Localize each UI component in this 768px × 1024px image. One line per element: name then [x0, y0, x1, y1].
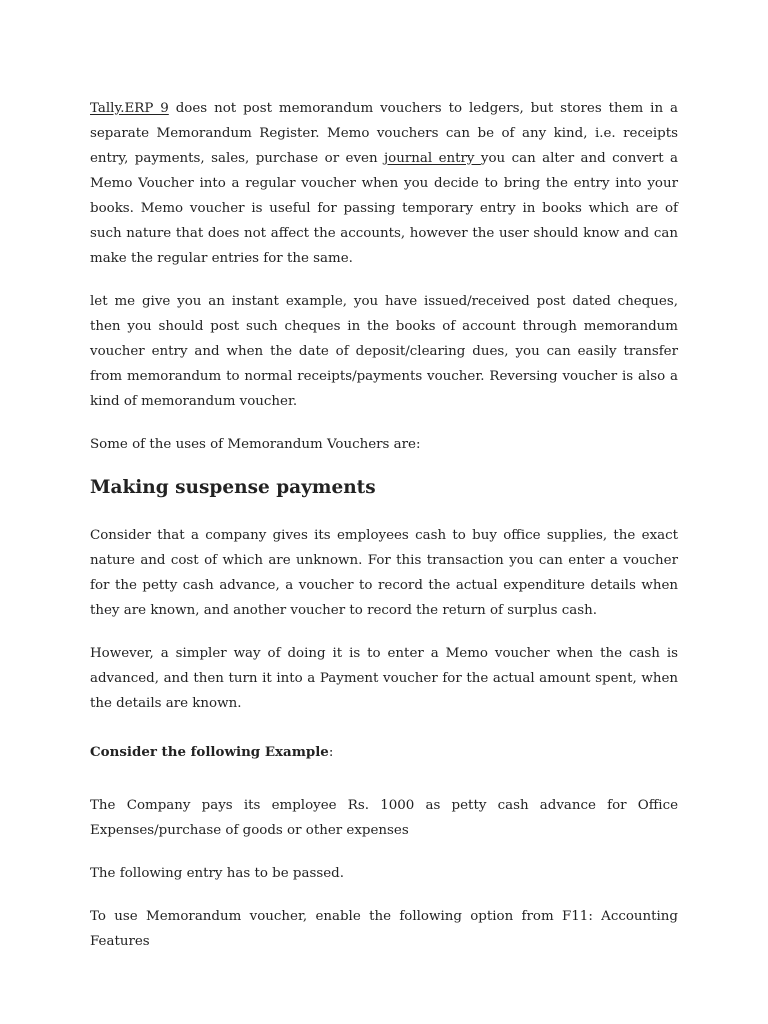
paragraph-entry-passed: The following entry has to be passed.: [90, 866, 344, 881]
paragraph-enable-option: To use Memorandum voucher, enable the following option from F11: Accounting Features: [90, 909, 678, 949]
paragraph-example: let me give you an instant example, you have issued/received post dated cheques, then you should post such cheques in the books of account through memorandum voucher entry and when the date of deposit/clearing dues, you can easily transfer from memorandum to normal receipts/payments voucher. Reversing voucher is also a kind of memorandum voucher.: [90, 294, 678, 409]
document-body: [90, 96, 678, 972]
paragraph-simpler-way: However, a simpler way of doing it is to enter a Memo voucher when the cash is advanced, and then turn it into a Payment voucher for the actual amount spent, when the details are known.: [90, 646, 678, 711]
paragraph-company-pays: The Company pays its employee Rs. 1000 as petty cash advance for Office Expenses/purchase of goods or other expenses: [90, 798, 678, 838]
example-subheading: [90, 740, 678, 765]
intro-text-part1: does not post memorandum vouchers to ledgers, but stores them in a separate Memorandum Register. Memo vouchers can be of any kind, i.e. receipts entry, payments, sales, purchase or even: [90, 101, 678, 166]
paragraph-intro: [90, 96, 678, 271]
journal-entry-link[interactable]: journal entry: [384, 151, 481, 166]
section-heading: Making suspense payments: [90, 477, 376, 498]
example-subheading-text: Consider the following Example: [90, 744, 329, 760]
example-subheading-colon: :: [328, 745, 334, 760]
intro-text-part2: you can alter and convert a Memo Voucher into a regular voucher when you decide to bring the entry into your books. Memo voucher is useful for passing temporary entry in books which are of such nature that does not affect the accounts, however the user should know and can make the regular entries for the same.: [90, 151, 678, 266]
tally-erp9-link[interactable]: Tally.ERP 9: [90, 101, 169, 116]
paragraph-uses-intro: Some of the uses of Memorandum Vouchers are:: [90, 437, 421, 452]
paragraph-suspense-description: Consider that a company gives its employees cash to buy office supplies, the exact nature and cost of which are unknown. For this transaction you can enter a voucher for the petty cash advance, a voucher to record the actual expenditure details when they are known, and another voucher to record the return of surplus cash.: [90, 528, 678, 618]
